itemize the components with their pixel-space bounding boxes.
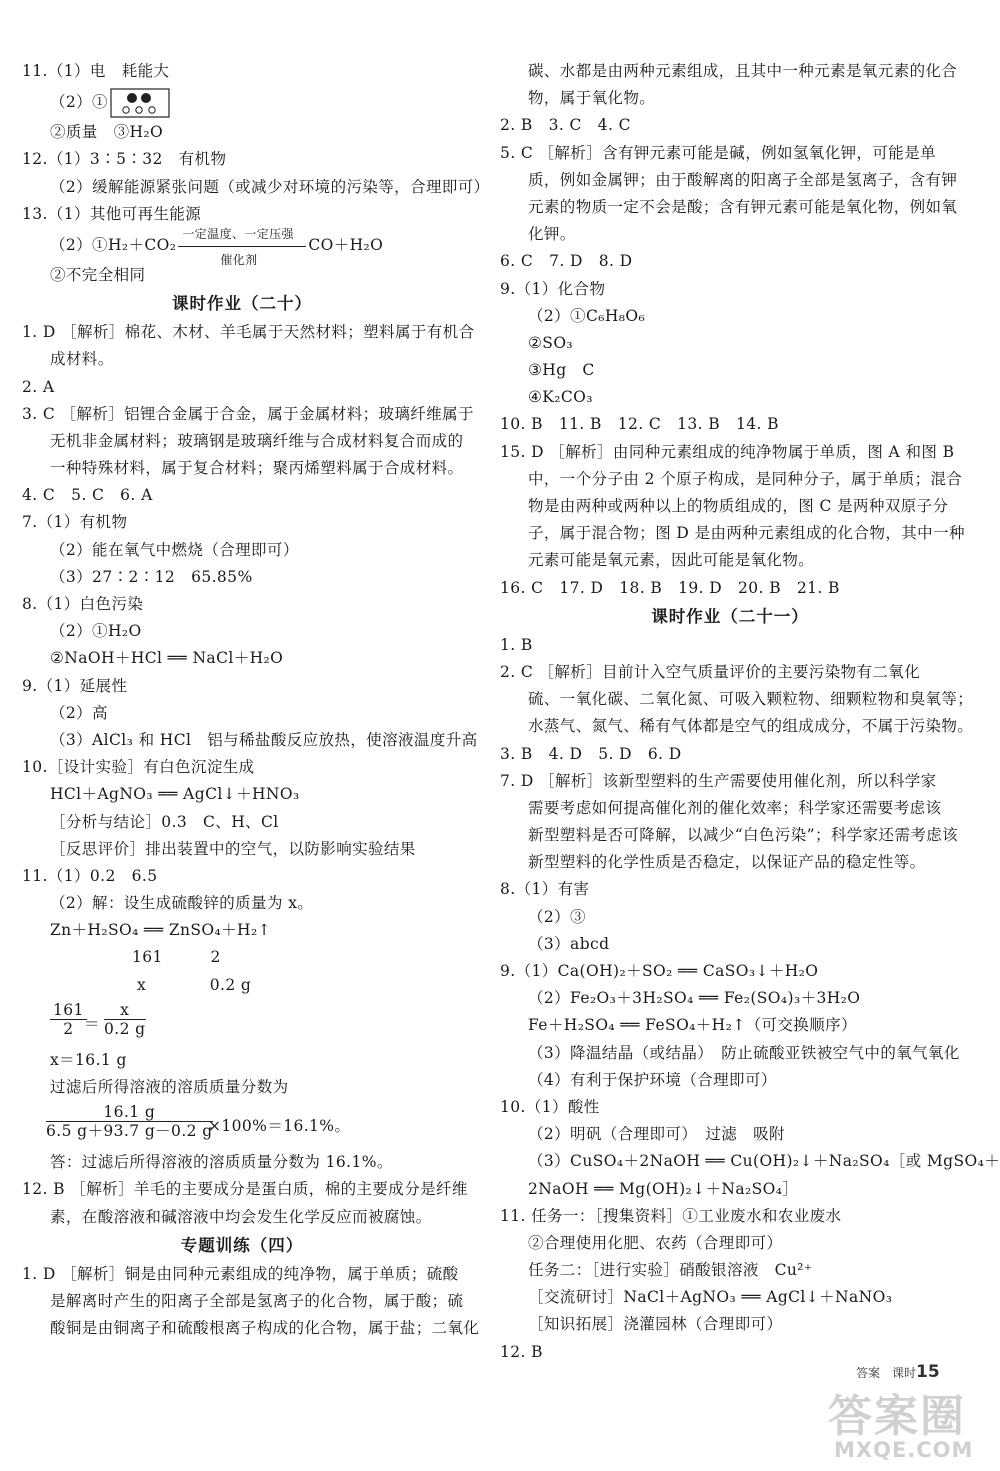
line-text: （2）①H₂O (50, 622, 142, 641)
text-line (22, 119, 462, 146)
text-line (500, 221, 960, 248)
condition-top: 一定温度、一定压强 (182, 226, 294, 241)
line-text: ［知识拓展］浇灌园林（合理即可） (528, 1315, 783, 1334)
text-line (22, 1261, 462, 1288)
line-text: 7.（1）有机物 (22, 513, 128, 532)
line-text: 元素的物质一定不会是酸；含有钾元素可能是氧化物，例如氧 (528, 197, 958, 216)
text-line (500, 411, 960, 438)
line-text: 碳、水都是由两种元素组成，且其中一种元素是氧元素的化合 (528, 62, 958, 80)
text-line (500, 768, 960, 795)
text-line (500, 985, 960, 1012)
fraction (46, 1103, 213, 1140)
line-text: 子，属于混合物；图 D 是由两种元素组成的化合物，其中一种 (528, 524, 965, 543)
line-text: 16. C 17. D 18. B 19. D 20. B 21. B (500, 578, 840, 597)
text-line (500, 1311, 960, 1338)
line-text: Zn＋H₂SO₄ ══ ZnSO₄＋H₂↑ (50, 921, 271, 940)
text-line (500, 276, 960, 303)
text-line (500, 384, 960, 411)
footer-label: 答案 课时 (856, 1366, 917, 1380)
text-line (22, 700, 462, 727)
text-line (500, 1094, 960, 1121)
line-text: （4）有利于保护环境（合理即可） (528, 1070, 777, 1089)
text-line (22, 58, 462, 85)
denominator: 0.2 g (104, 1019, 146, 1038)
line-text: ［反思评价］排出装置中的空气，以防影响实验结果 (50, 839, 416, 858)
line-text: ②NaOH＋HCl ══ NaCl＋H₂O (50, 649, 284, 668)
line-text: 12.（1）3∶5∶32 有机物 (22, 150, 227, 169)
numerator: 161 (50, 1001, 87, 1020)
line-text: ②合理使用化肥、农药（合理即可） (528, 1233, 783, 1252)
left-column (22, 58, 490, 1342)
text-line (22, 754, 462, 781)
text-line (22, 944, 462, 971)
line-text: ③Hg C (528, 361, 595, 380)
text-line (22, 863, 462, 890)
line-text: 9.（1）延展性 (22, 676, 128, 695)
line-text: 10.（1）酸性 (500, 1097, 600, 1116)
numerator: 16.1 g (46, 1103, 213, 1122)
text-line (500, 547, 960, 574)
line-text: 2. A (22, 377, 55, 396)
fraction-left (50, 1001, 87, 1038)
line-text: （2）③ (528, 907, 586, 926)
line-text: （2）①H₂＋CO₂ (50, 235, 177, 254)
line-text: ②不完全相同 (50, 265, 146, 284)
line-text: 11.（1）电 耗能大 (22, 62, 170, 80)
line-text: 6. C 7. D 8. D (500, 252, 633, 271)
line-text: 过滤后所得溶液的溶质质量分数为 (50, 1078, 289, 1096)
text-line (22, 455, 462, 482)
line-text: 12. B ［解析］羊毛的主要成分是蛋白质，棉的主要成分是纤维 (22, 1180, 468, 1199)
line-text: Fe＋H₂SO₄ ══ FeSO₄＋H₂↑（可交换顺序） (528, 1016, 857, 1035)
line-text: 12. B (500, 1342, 543, 1361)
text-line (22, 1176, 468, 1203)
text-line (500, 1148, 1000, 1175)
line-text: 新型塑料是否可降解，以减少“白色污染”；科学家还需考虑该 (528, 826, 959, 845)
watermark-text: 答案圈 (828, 1391, 966, 1442)
text-line (500, 58, 960, 85)
text-line (500, 248, 960, 275)
line-text: ［分析与结论］0.3 C、H、Cl (50, 812, 279, 831)
text-line (500, 466, 963, 493)
line-text: ②SO₃ (528, 333, 574, 352)
line-text: 10.［设计实验］有白色沉淀生成 (22, 758, 255, 777)
text-line (500, 1067, 960, 1094)
line-text: 161 2 (132, 948, 221, 967)
text-line (22, 262, 462, 289)
line-text: 水蒸气、氮气、稀有气体都是空气的组成成分，不属于污染物。 (528, 717, 974, 736)
text-line (22, 564, 462, 591)
text-line (22, 401, 474, 428)
line-text: （3）CuSO₄＋2NaOH ══ Cu(OH)₂↓＋Na₂SO₄［或 MgSO₄＋ (528, 1152, 1000, 1171)
line-text: 需要考虑如何提高催化剂的催化效率；科学家还需要考虑该 (528, 798, 942, 817)
text-line (22, 537, 462, 564)
text-line (22, 201, 462, 228)
line-text: 1. D ［解析］棉花、木材、羊毛属于天然材料；塑料属于有机合 (22, 323, 475, 342)
text-line (500, 686, 974, 713)
text-line (22, 346, 462, 373)
text-line (500, 439, 960, 466)
text-line (500, 1176, 960, 1203)
line-text: 2NaOH ══ Mg(OH)₂↓＋Na₂SO₄］ (528, 1179, 799, 1198)
line-text: 素，在酸溶液和碱溶液中均会发生化学反应而被腐蚀。 (50, 1207, 432, 1226)
line-text: 5. C ［解析］含有钾元素可能是碱，例如氢氧化钾，可能是单 (500, 143, 937, 162)
line-text: 8.（1）有害 (500, 880, 590, 899)
text-line (500, 1040, 960, 1067)
line-text: 酸铜是由铜离子和硫酸根离子构成的化合物，属于盐；二氧化 (50, 1319, 480, 1338)
text-line (500, 575, 960, 602)
reaction-products: CO＋H₂O (308, 235, 384, 254)
line-text: ［交流研讨］NaCl＋AgNO₃ ══ AgCl↓＋NaNO₃ (528, 1288, 893, 1307)
text-line (500, 1284, 960, 1311)
text-line (22, 890, 462, 917)
text-line (500, 713, 974, 740)
line-text: 无机非金属材料；玻璃钢是玻璃纤维与合成材料复合而成的 (50, 431, 464, 450)
text-line (500, 795, 960, 822)
line-text: 15. D ［解析］由同种元素组成的纯净物属于单质，图 A 和图 B (500, 442, 955, 461)
line-text: x＝16.1 g (50, 1050, 127, 1069)
text-line (22, 1047, 462, 1074)
line-text: 硫、一氧化碳、二氧化氮、可吸入颗粒物、细颗粒物和臭氧等； (528, 690, 974, 709)
line-text: 化钾。 (528, 225, 576, 244)
line-text: 1. B (500, 635, 533, 654)
numerator: x (104, 1001, 146, 1020)
text-line (22, 85, 462, 119)
fraction-right (104, 1001, 146, 1038)
watermark-logo (828, 1368, 978, 1463)
text-line (22, 972, 462, 999)
line-text: （2）能在氧气中燃烧（合理即可） (50, 540, 299, 559)
equals-sign: ＝ (84, 1014, 100, 1033)
reaction-condition (176, 226, 308, 267)
line-text: （3）降温结晶（或结晶） 防止硫酸亚铁被空气中的氧气氧化 (528, 1043, 960, 1062)
line-text: 任务二：［进行实验］硝酸银溶液 Cu²⁺ (528, 1261, 813, 1280)
watermark-url: MXQE.COM (834, 1438, 974, 1462)
text-line (500, 632, 960, 659)
line-text: ④K₂CO₃ (528, 388, 593, 407)
line-text: 10. B 11. B 12. C 13. B 14. B (500, 415, 779, 434)
text-line (22, 673, 462, 700)
text-line (22, 781, 462, 808)
line-text: 13.（1）其他可再生能源 (22, 204, 202, 223)
denominator: 2 (63, 1019, 74, 1038)
line-text: 11.（1）0.2 6.5 (22, 866, 158, 885)
line-text: 中，一个分子由 2 个原子构成，是同种分子，属于单质；混合 (528, 469, 963, 488)
line-text: 质，例如金属钾；由于酸解离的阳离子全部是氢离子，含有钾 (528, 170, 958, 189)
line-text: 新型塑料的化学性质是否稳定，以保证产品的稳定性等。 (528, 853, 926, 872)
page-number: 15 (916, 1362, 940, 1382)
line-text: 7. D ［解析］该新型塑料的生产需要使用催化剂，所以科学家 (500, 771, 937, 790)
text-line (22, 618, 462, 645)
line-text: 9.（1）化合物 (500, 279, 606, 298)
text-line (22, 727, 478, 754)
text-line (22, 1149, 462, 1176)
text-line (500, 85, 960, 112)
line-text: 是解离时产生的阳离子全部是氢离子的化合物，属于酸；硫 (50, 1291, 464, 1310)
text-line (22, 146, 462, 173)
text-line (500, 330, 960, 357)
line-text: （3）27∶2∶12 65.85% (50, 567, 253, 586)
text-line (500, 1230, 960, 1257)
text-line (22, 917, 462, 944)
text-line (22, 509, 462, 536)
line-text: （2）高 (50, 703, 108, 722)
text-line (22, 482, 462, 509)
text-line (500, 194, 960, 221)
text-line (22, 1074, 462, 1101)
line-text: （2）缓解能源紧张问题（或减少对环境的污染等，合理即可） (50, 177, 490, 196)
line-text: （2）明矾（合理即可） 过滤 吸附 (528, 1125, 785, 1144)
line-text: 11. 任务一：［搜集资料］①工业废水和农业废水 (500, 1206, 842, 1225)
line-text: （2）Fe₂O₃＋3H₂SO₄ ══ Fe₂(SO₄)₃＋3H₂O (528, 989, 861, 1008)
text-line (500, 931, 960, 958)
text-line (500, 357, 960, 384)
text-line (22, 1204, 462, 1231)
text-line (500, 659, 960, 686)
denominator: 6.5 g＋93.7 g－0.2 g (46, 1122, 213, 1141)
line-text: 1. D ［解析］铜是由同种元素组成的纯净物，属于单质；硫酸 (22, 1264, 459, 1283)
text-line (500, 1203, 960, 1230)
text-line (22, 1288, 462, 1315)
text-line (22, 836, 462, 863)
line-text: （2）① (50, 93, 108, 112)
line-text: 2. C ［解析］目前计入空气质量评价的主要污染物有二氧化 (500, 662, 921, 681)
text-line (500, 493, 960, 520)
text-line (500, 520, 965, 547)
line-text: 3. C ［解析］铝锂合金属于合金，属于金属材料；玻璃纤维属于 (22, 404, 474, 423)
section-heading: 课时作业（二十） (172, 294, 312, 314)
text-line (22, 174, 490, 201)
reaction-arrow (178, 246, 306, 247)
line-text: 2. B 3. C 4. C (500, 116, 631, 135)
line-text: 元素可能是氧元素，因此可能是氧化物。 (528, 551, 815, 570)
line-text: HCl＋AgNO₃ ══ AgCl↓＋HNO₃ (50, 785, 300, 804)
text-line (500, 140, 960, 167)
condition-bottom: 催化剂 (220, 252, 258, 267)
line-text: 答：过滤后所得溶液的溶质质量分数为 16.1%。 (50, 1153, 393, 1172)
text-line (500, 167, 960, 194)
line-text: 9.（1）Ca(OH)₂＋SO₂ ══ CaSO₃↓＋H₂O (500, 962, 819, 980)
fraction-result: ×100%＝16.1%。 (208, 1117, 351, 1136)
text-line (500, 741, 960, 768)
text-line (500, 1121, 960, 1148)
text-line (22, 319, 475, 346)
line-text: （2）①C₆H₈O₆ (528, 306, 646, 325)
right-column (500, 58, 1000, 1366)
text-line (22, 226, 462, 267)
line-text: 3. B 4. D 5. D 6. D (500, 744, 682, 763)
line-text: （3）AlCl₃ 和 HCl 铝与稀盐酸反应放热，使溶液温度升高 (50, 730, 478, 749)
text-line (22, 591, 462, 618)
line-text: 物是由两种或两种以上的物质组成的，图 C 是两种双原子分 (528, 497, 949, 515)
text-line (500, 822, 960, 849)
fraction-equation (22, 1101, 462, 1149)
text-line (500, 876, 960, 903)
molecule-diagram-icon (110, 88, 170, 118)
text-line (500, 1257, 960, 1284)
line-text: 8.（1）白色污染 (22, 595, 144, 613)
text-line (500, 1012, 960, 1039)
text-line (22, 428, 462, 455)
text-line (500, 958, 960, 985)
fraction-equation (22, 999, 462, 1047)
text-line (500, 112, 960, 139)
section-heading: 课时作业（二十一） (651, 606, 809, 626)
text-line (500, 303, 960, 330)
line-text: （2）解：设生成硫酸锌的质量为 x。 (50, 894, 314, 913)
line-text: （3）abcd (528, 934, 610, 953)
text-line (22, 809, 462, 836)
line-text: x 0.2 g (137, 975, 252, 994)
line-text: 4. C 5. C 6. A (22, 486, 153, 505)
line-text: ②质量 ③H₂O (50, 123, 164, 142)
text-line (500, 849, 960, 876)
text-line (500, 904, 960, 931)
text-line (22, 374, 462, 401)
line-text: 一种特殊材料，属于复合材料；聚丙烯塑料属于合成材料。 (50, 459, 464, 478)
text-line (22, 645, 462, 672)
line-text: 成材料。 (50, 350, 114, 369)
line-text: 物，属于氧化物。 (528, 89, 656, 108)
section-heading: 专题训练（四） (180, 1235, 304, 1255)
text-line (22, 1315, 480, 1342)
